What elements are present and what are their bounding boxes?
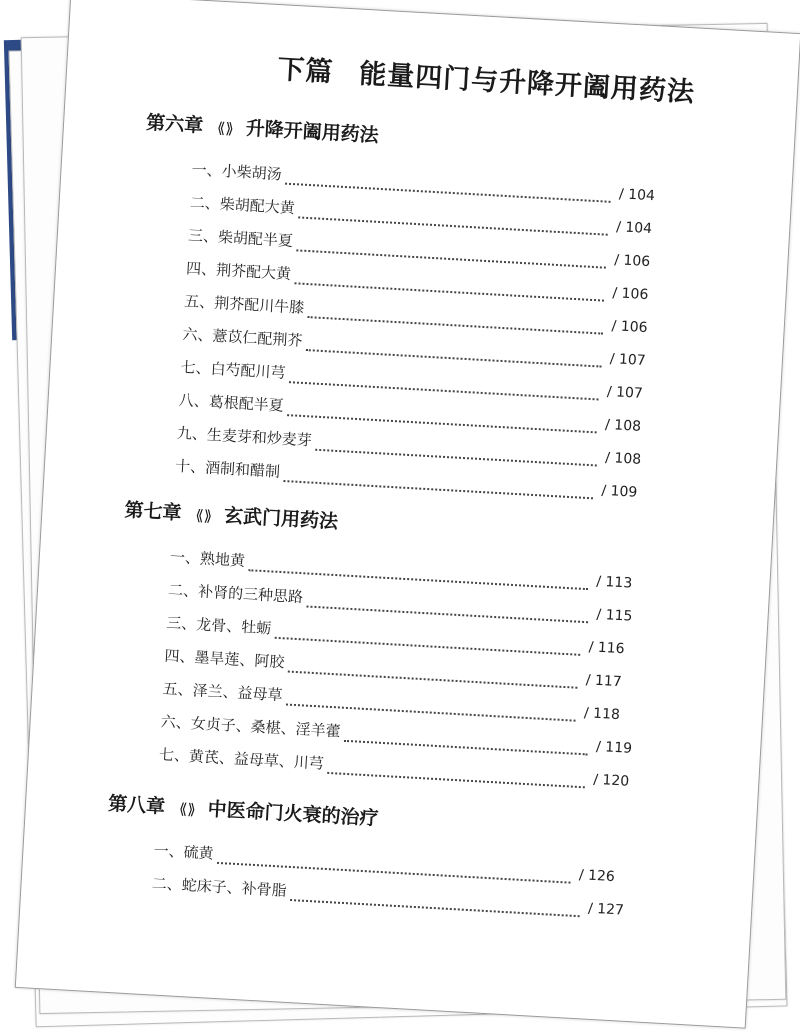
entry-page: / 108 [604, 449, 642, 468]
entry-title: 补肾的三种思路 [197, 582, 304, 607]
leader-dots [306, 337, 602, 368]
entry-number: 一、 [153, 841, 185, 861]
chapter-title: 玄武门用药法 [223, 504, 339, 534]
entry-number: 五、 [162, 679, 194, 700]
entry-page: / 104 [618, 186, 656, 205]
entry-number: 四、 [164, 646, 195, 667]
leader-dots [298, 204, 608, 235]
entry-page: / 109 [600, 482, 638, 501]
part-label: 下篇 [276, 54, 335, 89]
entry-number: 六、 [181, 325, 213, 345]
leader-dots [285, 171, 611, 203]
leader-dots [287, 402, 597, 433]
entry-page: / 106 [613, 252, 651, 271]
entry-page: / 118 [583, 705, 621, 724]
entry-title: 泽兰、益母草 [192, 681, 284, 705]
leader-dots [306, 594, 588, 624]
chapter-title: 升降开阖用药法 [245, 117, 380, 147]
entry-number: 二、 [151, 874, 183, 894]
part-name: 能量四门与升降开阖用药法 [358, 58, 696, 109]
entry-title: 龙骨、牡蛎 [195, 615, 272, 638]
toc-page [15, 0, 800, 1029]
entry-title: 酒制和醋制 [204, 458, 281, 481]
entry-page: / 107 [606, 383, 644, 402]
ornament-icon: ⟪⟫ [178, 799, 197, 819]
entry-number: 二、 [167, 580, 199, 601]
entry-page: / 108 [604, 416, 642, 435]
entry-title: 荆芥配大黄 [215, 260, 292, 284]
chapter-heading [146, 108, 380, 148]
leader-dots [296, 237, 606, 268]
entry-number: 五、 [183, 292, 215, 312]
entry-number: 六、 [160, 712, 192, 733]
entry-title: 墨旱莲、阿胶 [193, 648, 285, 672]
entry-title: 柴胡配大黄 [219, 195, 296, 218]
chapter-heading [124, 495, 339, 534]
leader-dots [308, 304, 604, 335]
entry-number: 三、 [187, 226, 219, 246]
entry-number: 十、 [174, 456, 206, 477]
chapter-label: 第七章 [123, 499, 183, 525]
entry-page: / 106 [611, 318, 648, 337]
leader-dots [275, 625, 581, 656]
leader-dots [327, 760, 585, 788]
entry-title: 荆芥配川牛膝 [213, 293, 305, 317]
ornament-icon: ⟪⟫ [216, 118, 235, 138]
leader-dots [283, 468, 593, 499]
entry-title: 柴胡配半夏 [217, 227, 294, 251]
entry-title: 葛根配半夏 [208, 392, 285, 415]
entry-page: / 115 [596, 606, 633, 625]
entry-title: 薏苡仁配荆芥 [211, 326, 303, 350]
entry-number: 九、 [176, 423, 208, 444]
entry-title: 硫黄 [183, 843, 215, 863]
leader-dots [344, 728, 588, 756]
leader-dots [294, 270, 604, 301]
entry-page: / 117 [585, 672, 623, 691]
entry-page: / 116 [588, 639, 625, 658]
leader-dots [286, 692, 576, 722]
entry-title: 生麦芽和炒麦芽 [206, 425, 313, 450]
leader-dots [290, 887, 580, 917]
entry-number: 七、 [158, 745, 190, 766]
entry-page: / 106 [612, 285, 649, 304]
entry-page: / 119 [595, 738, 633, 757]
entry-number: 一、 [169, 547, 201, 568]
entry-title: 黄芪、益母草、川芎 [188, 747, 325, 773]
entry-number: 二、 [189, 193, 221, 214]
entry-number: 四、 [185, 259, 217, 279]
entry-page: / 104 [615, 219, 653, 238]
entry-page: / 113 [595, 573, 633, 592]
entry-title: 白芍配川芎 [210, 359, 287, 382]
chapter-label: 第八章 [107, 792, 166, 818]
entry-number: 三、 [165, 613, 197, 634]
part-title [276, 47, 696, 109]
ornament-icon: ⟪⟫ [194, 506, 213, 526]
chapter-heading [107, 789, 379, 831]
entry-page: / 127 [587, 900, 625, 919]
entry-title: 女贞子、桑椹、淫羊藿 [190, 714, 342, 741]
entry-page: / 107 [609, 351, 647, 370]
chapter-title: 中医命门火衰的治疗 [207, 798, 380, 830]
entry-title: 熟地黄 [199, 549, 246, 570]
entry-number: 七、 [180, 358, 212, 378]
entry-title: 蛇床子、补骨脂 [181, 875, 288, 900]
leader-dots [315, 437, 597, 467]
leader-dots [288, 659, 578, 689]
entry-number: 八、 [178, 391, 210, 411]
leader-dots [289, 369, 599, 400]
entry-title: 小柴胡汤 [221, 162, 283, 184]
entry-page: / 126 [578, 867, 616, 886]
entry-page: / 120 [592, 771, 630, 790]
chapter-label: 第六章 [145, 111, 204, 137]
entry-number: 一、 [191, 160, 223, 181]
